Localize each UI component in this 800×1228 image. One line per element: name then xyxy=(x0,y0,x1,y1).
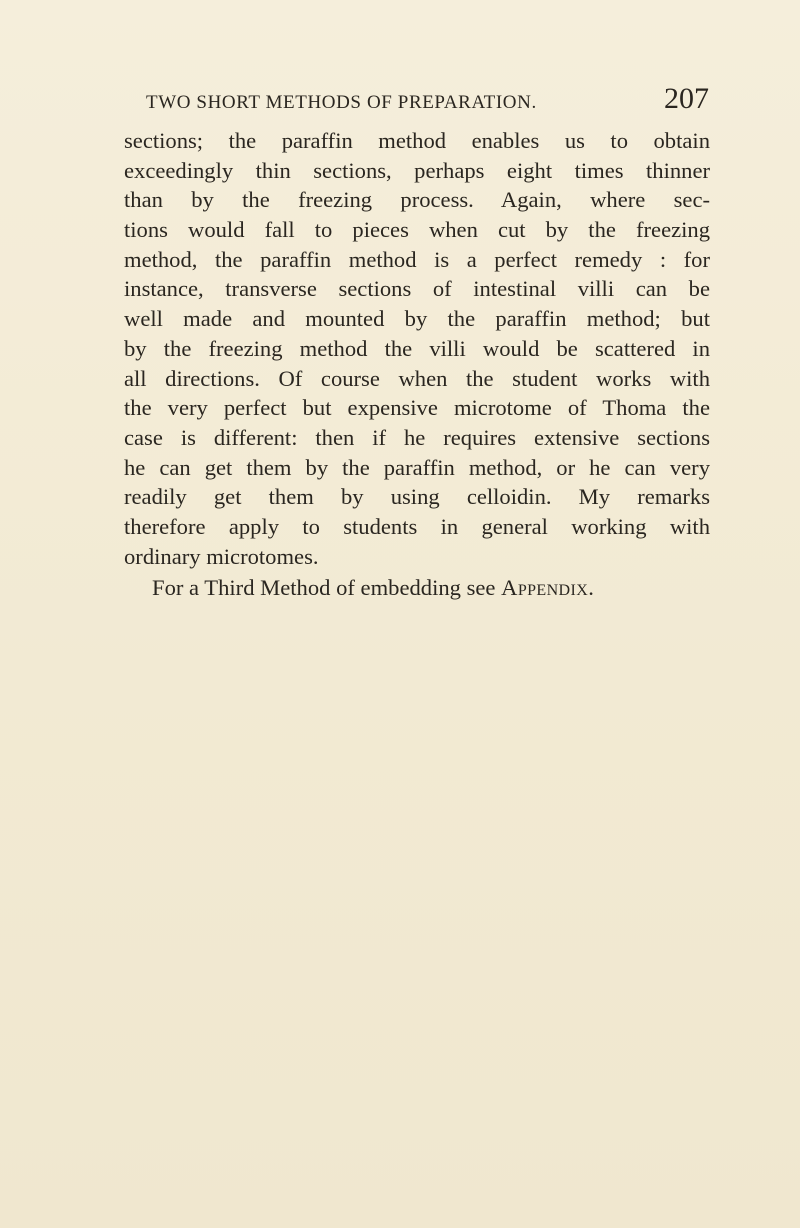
text-line: the very perfect but expensive microtome of Thoma the xyxy=(124,395,710,421)
text-line: he can get them by the paraffin method, or he can very xyxy=(124,454,710,480)
text-line: all directions. Of course when the student works with xyxy=(124,365,710,391)
running-head xyxy=(146,82,709,122)
text-line: sections; the paraffin method enables us to obtain xyxy=(124,128,710,153)
text-line: instance, transverse sections of intestinal villi can be xyxy=(124,276,710,302)
text-line: exceedingly thin sections, perhaps eight times thinner xyxy=(124,157,710,183)
running-title: TWO SHORT METHODS OF PREPARATION. xyxy=(146,92,537,113)
body-text xyxy=(124,126,710,603)
text-line: therefore apply to students in general working with xyxy=(124,513,710,539)
text-span: For a Third Method of embedding see xyxy=(152,574,496,600)
text-line: case is different: then if he requires extensive sections xyxy=(124,424,710,450)
text-line: method, the paraffin method is a perfect remedy : for xyxy=(124,246,710,272)
text-line: by the freezing method the villi would be scattered in xyxy=(124,335,710,361)
text-line: readily get them by using celloidin. My remarks xyxy=(124,484,710,510)
page-number: 207 xyxy=(664,82,709,115)
paragraph xyxy=(124,126,710,571)
appendix-reference: Appendix. xyxy=(501,574,595,600)
text-line: ordinary microtomes. xyxy=(124,543,319,569)
text-line: well made and mounted by the paraffin method; but xyxy=(124,306,710,332)
text-line: than by the freezing process. Again, where sec- xyxy=(124,187,710,213)
text-line xyxy=(124,573,710,603)
paragraph xyxy=(124,573,710,603)
text-line: tions would fall to pieces when cut by the freezing xyxy=(124,217,710,243)
